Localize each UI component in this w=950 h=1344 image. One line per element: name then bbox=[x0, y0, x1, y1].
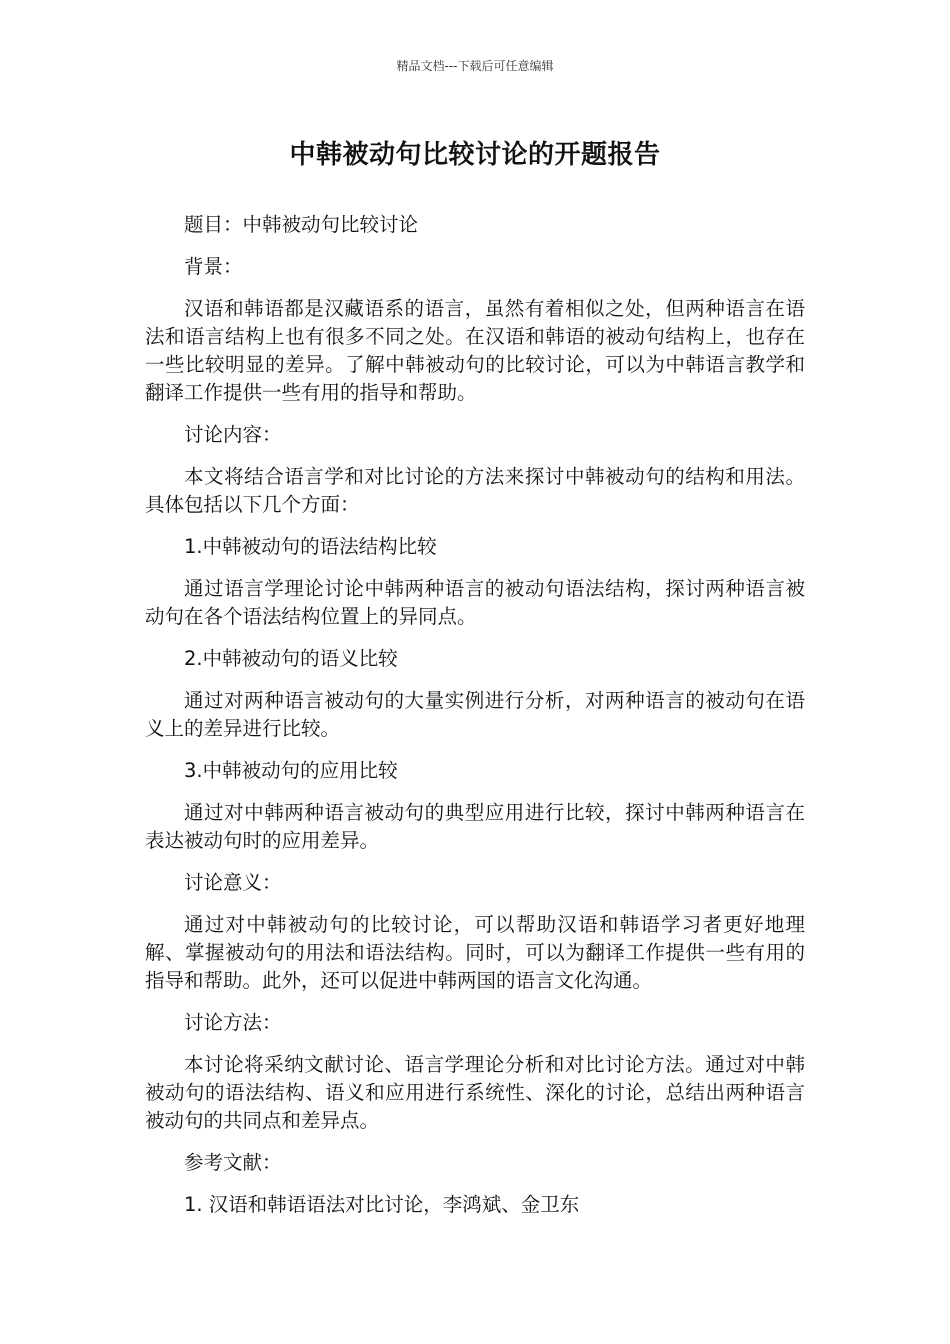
item-heading-application: 3.中韩被动句的应用比较 bbox=[184, 759, 398, 782]
section-heading-background: 背景： bbox=[184, 255, 243, 278]
item-paragraph-semantics: 通过对两种语言被动句的大量实例进行分析，对两种语言的被动句在语义上的差异进行比较。 bbox=[145, 689, 805, 740]
reference-item: 1. 汉语和韩语语法对比讨论，李鸿斌、金卫东 bbox=[184, 1193, 580, 1216]
section-heading-method: 讨论方法： bbox=[184, 1011, 282, 1034]
section-heading-significance: 讨论意义： bbox=[184, 871, 282, 894]
item-heading-semantics: 2.中韩被动句的语义比较 bbox=[184, 647, 398, 670]
section-heading-references: 参考文献： bbox=[184, 1151, 282, 1174]
document-title: 中韩被动句比较讨论的开题报告 bbox=[289, 140, 661, 170]
item-heading-grammar: 1.中韩被动句的语法结构比较 bbox=[184, 535, 437, 558]
document-body bbox=[145, 211, 805, 1233]
item-paragraph-application: 通过对中韩两种语言被动句的典型应用进行比较，探讨中韩两种语言在表达被动句时的应用差异。 bbox=[145, 801, 805, 852]
content-intro-paragraph: 本文将结合语言学和对比讨论的方法来探讨中韩被动句的结构和用法。具体包括以下几个方面： bbox=[145, 465, 805, 516]
significance-paragraph: 通过对中韩被动句的比较讨论，可以帮助汉语和韩语学习者更好地理解、掌握被动句的用法和语法结构。同时，可以为翻译工作提供一些有用的指导和帮助。此外，还可以促进中韩两国的语言文化沟通。 bbox=[145, 913, 805, 992]
page-header-watermark: 精品文档---下载后可任意编辑 bbox=[396, 59, 554, 73]
method-paragraph: 本讨论将采纳文献讨论、语言学理论分析和对比讨论方法。通过对中韩被动句的语法结构、语义和应用进行系统性、深化的讨论，总结出两种语言被动句的共同点和差异点。 bbox=[145, 1053, 805, 1132]
item-paragraph-grammar: 通过语言学理论讨论中韩两种语言的被动句语法结构，探讨两种语言被动句在各个语法结构位置上的异同点。 bbox=[145, 577, 805, 628]
topic-line: 题目：中韩被动句比较讨论 bbox=[184, 213, 419, 236]
background-paragraph: 汉语和韩语都是汉藏语系的语言，虽然有着相似之处，但两种语言在语法和语言结构上也有很多不同之处。在汉语和韩语的被动句结构上，也存在一些比较明显的差异。了解中韩被动句的比较讨论，可以为中韩语言教学和翻译工作提供一些有用的指导和帮助。 bbox=[145, 297, 805, 404]
section-heading-content: 讨论内容： bbox=[184, 423, 282, 446]
